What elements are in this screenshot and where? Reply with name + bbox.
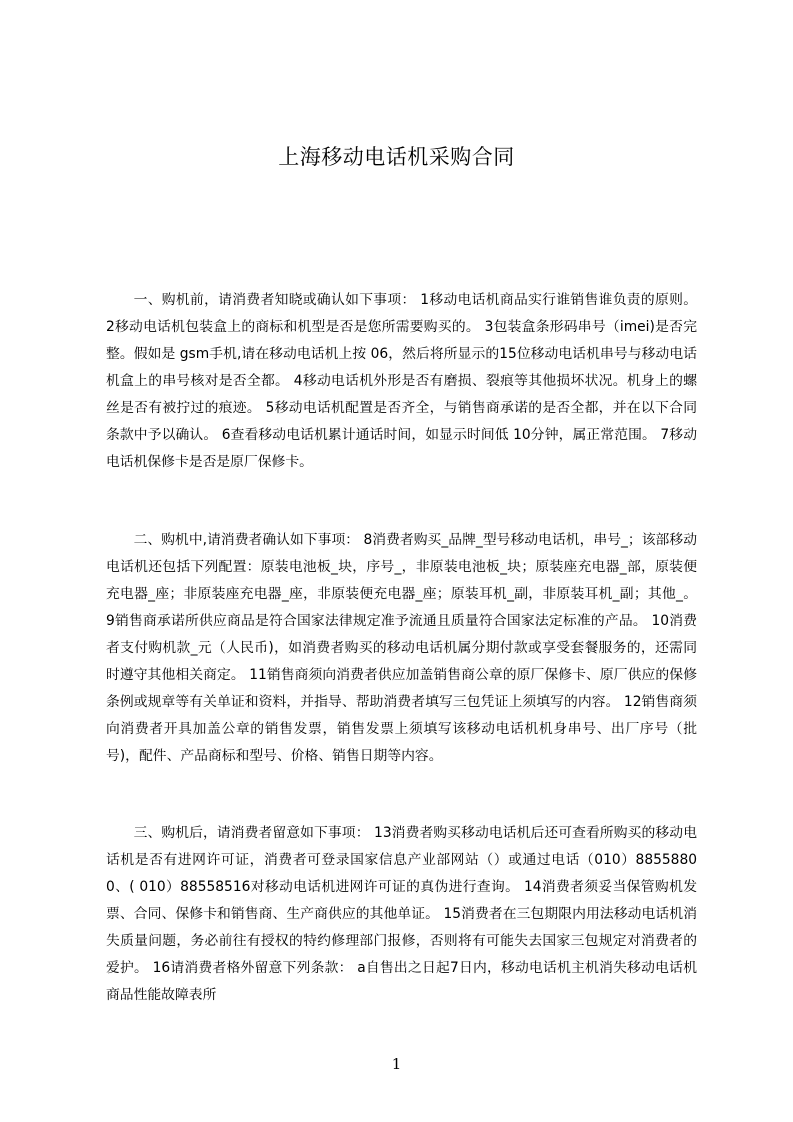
page-number: 1 [391,1055,402,1073]
section-1-pre-purchase: 一、购机前，请消费者知晓或确认如下事项： 1移动电话机商品实行谁销售谁负责的原则。 2移动电话机包装盒上的商标和机型是否是您所需要购买的。 3包装盒条形码串号（imei)是否完整。假如是 gsm手机,请在移动电话机上按 06，然后将所显示的15位移动电话机串号与移动电话机盒上的串号核对是否全都。 4移动电话机外形是否有磨损、裂痕等其他损坏状况。机身上的螺丝是否有被拧过的痕迹。 5移动电话机配置是否齐全，与销售商承诺的是否全都，并在以下合同条款中予以确认。 6查看移动电话机累计通话时间，如显示时间低 10分钟，属正常范围。 7移动电话机保修卡是否是原厂保修卡。 [106,292,697,470]
document-title: 上海移动电话机采购合同 [278,145,515,169]
section-2-during-purchase: 二、购机中,请消费者确认如下事项： 8消费者购买_品牌_型号移动电话机，串号_；该部移动电话机还包括下列配置：原装电池板_块，序号_，非原装电池板_块；原装座充电器_部，原装便充电器_座；非原装座充电器_座，非原装便充电器_座；原装耳机_副，非原装耳机_副；其他_。 9销售商承诺所供应商品是符合国家法律规定准予流通且质量符合国家法定标准的产品。 10消费者支付购机款_元（人民币)，如消费者购买的移动电话机属分期付款或享受套餐服务的，还需同时遵守其他相关商定。 11销售商须向消费者供应加盖销售商公章的原厂保修卡、原厂供应的保修条例或规章等有关单证和资料，并指导、帮助消费者填写三包凭证上须填写的内容。 12销售商须向消费者开具加盖公章的销售发票，销售发票上须填写该移动电话机机身串号、出厂序号（批号)，配件、产品商标和型号、价格、销售日期等内容。 [106,532,697,764]
section-3-post-purchase: 三、购机后，请消费者留意如下事项： 13消费者购买移动电话机后还可查看所购买的移动电话机是否有进网许可证，消费者可登录国家信息产业部网站（）或通过电话（010）88558800、( 010）88558516对移动电话机进网许可证的真伪进行查询。 14消费者须妥当保管购机发票、合同、保修卡和销售商、生产商供应的其他单证。 15消费者在三包期限内用法移动电话机消失质量问题，务必前往有授权的特约修理部门报修，否则将有可能失去国家三包规定对消费者的爱护。 16请消费者格外留意下列条款： a自售出之日起7日内，移动电话机主机消失移动电话机商品性能故障表所 [106,825,697,1003]
